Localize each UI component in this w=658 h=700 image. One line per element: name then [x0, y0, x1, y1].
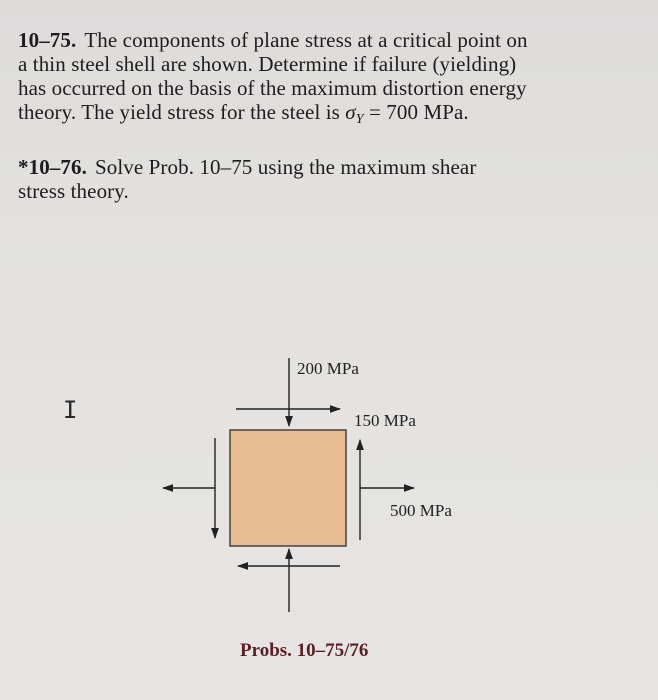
- sigma-subscript: Y: [355, 112, 364, 127]
- problem-10-75-line2: a thin steel shell are shown. Determine if failure (yielding): [18, 52, 517, 76]
- problem-10-75-line3: has occurred on the basis of the maximum distortion energy: [18, 76, 527, 100]
- problem-text: Solve Prob. 10–75 using the maximum shear: [94, 155, 477, 179]
- problem-number: 10–75.: [18, 28, 77, 52]
- label-150-mpa: 150 MPa: [354, 411, 416, 430]
- sigma-symbol: σ: [345, 100, 356, 124]
- stress-element: [230, 430, 346, 546]
- text-cursor-icon: I: [63, 396, 78, 424]
- label-500-mpa: 500 MPa: [390, 501, 452, 520]
- label-200-mpa: 200 MPa: [297, 359, 359, 378]
- problem-text: The components of plane stress at a critical point on: [84, 28, 528, 52]
- figure-caption: Probs. 10–75/76: [240, 640, 369, 661]
- problem-text: theory. The yield stress for the steel is: [18, 100, 346, 124]
- problem-10-76-line2: stress theory.: [18, 179, 129, 203]
- problem-text: = 700 MPa.: [363, 100, 469, 124]
- problem-number: *10–76.: [18, 155, 87, 179]
